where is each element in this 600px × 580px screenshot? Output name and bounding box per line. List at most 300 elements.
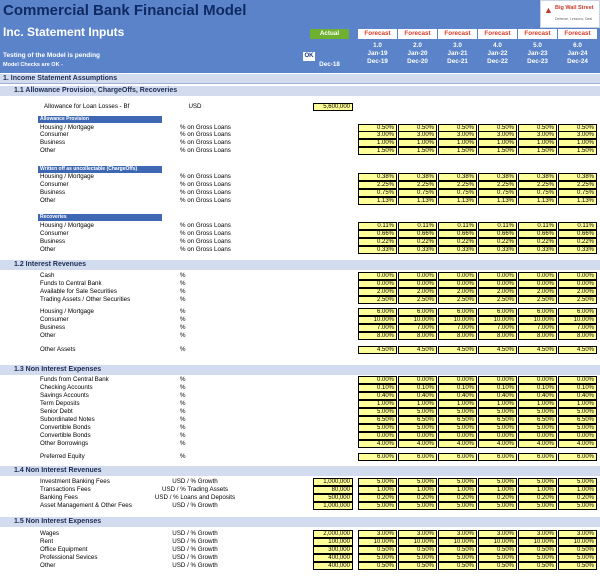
forecast-input-cell[interactable]: 6.00% xyxy=(518,308,557,316)
table-row xyxy=(0,478,600,486)
forecast-input-cell[interactable]: 5.00% xyxy=(518,554,557,562)
row-unit: % xyxy=(180,346,186,353)
forecast-input-cell[interactable]: 0.33% xyxy=(438,246,477,254)
forecast-input-cell[interactable]: 4.50% xyxy=(398,346,437,354)
forecast-input-cell[interactable]: 0.20% xyxy=(398,494,437,502)
row-unit: % xyxy=(180,416,186,423)
forecast-input-cell[interactable]: 0.40% xyxy=(518,392,557,400)
forecast-input-cell[interactable]: 1.50% xyxy=(478,147,517,155)
forecast-input-cell[interactable]: 1.00% xyxy=(438,139,477,147)
forecast-input-cell[interactable]: 7.00% xyxy=(358,324,397,332)
forecast-input-cell[interactable]: 10.00% xyxy=(438,538,477,546)
forecast-input-cell[interactable]: 10.00% xyxy=(398,538,437,546)
base-value-input[interactable]: 400,000 xyxy=(313,554,353,562)
table-row xyxy=(0,432,600,440)
forecast-input-cell[interactable]: 0.33% xyxy=(558,246,597,254)
forecast-input-cell[interactable]: 2.00% xyxy=(558,288,597,296)
forecast-input-cell[interactable]: 0.50% xyxy=(518,562,557,570)
forecast-input-cell[interactable]: 10.00% xyxy=(478,316,517,324)
forecast-input-cell[interactable]: 2.25% xyxy=(358,181,397,189)
table-row xyxy=(0,288,600,296)
forecast-input-cell[interactable]: 0.22% xyxy=(358,238,397,246)
forecast-input-cell[interactable]: 5.00% xyxy=(398,554,437,562)
forecast-input-cell[interactable]: 0.00% xyxy=(558,432,597,440)
forecast-input-cell[interactable]: 1.00% xyxy=(518,139,557,147)
row-unit: % xyxy=(180,384,186,391)
forecast-input-cell[interactable]: 0.11% xyxy=(438,222,477,230)
forecast-input-cell[interactable]: 8.00% xyxy=(398,332,437,340)
forecast-input-cell[interactable]: 0.50% xyxy=(398,562,437,570)
forecast-input-cell[interactable]: 0.22% xyxy=(558,238,597,246)
row-unit: % xyxy=(180,308,186,315)
forecast-input-cell[interactable]: 4.00% xyxy=(358,440,397,448)
forecast-input-cell[interactable]: 10.00% xyxy=(518,538,557,546)
forecast-input-cell[interactable]: 5.00% xyxy=(478,502,517,510)
row-label: Subordinated Notes xyxy=(40,416,95,423)
forecast-input-cell[interactable]: 0.00% xyxy=(358,272,397,280)
table-row xyxy=(0,222,600,230)
forecast-input-cell[interactable]: 5.00% xyxy=(398,502,437,510)
forecast-input-cell[interactable]: 4.50% xyxy=(518,346,557,354)
row-unit: % on Gross Loans xyxy=(180,139,231,146)
forecast-input-cell[interactable]: 1.00% xyxy=(398,139,437,147)
row-unit: USD / % Trading Assets xyxy=(161,486,229,493)
forecast-input-cell[interactable]: 6.00% xyxy=(478,308,517,316)
forecast-input-cell[interactable]: 0.38% xyxy=(518,173,557,181)
forecast-input-cell[interactable]: 1.13% xyxy=(398,197,437,205)
forecast-input-cell[interactable]: 0.10% xyxy=(438,384,477,392)
forecast-input-cell[interactable]: 0.50% xyxy=(478,562,517,570)
forecast-input-cell[interactable]: 3.00% xyxy=(518,131,557,139)
forecast-input-cell[interactable]: 6.50% xyxy=(478,416,517,424)
forecast-input-cell[interactable]: 3.00% xyxy=(358,131,397,139)
testing-status: Testing of the Model is pending xyxy=(3,52,101,59)
forecast-input-cell[interactable]: 5.00% xyxy=(518,478,557,486)
forecast-input-cell[interactable]: 1.50% xyxy=(518,147,557,155)
forecast-input-cell[interactable]: 0.11% xyxy=(518,222,557,230)
forecast-input-cell[interactable]: 0.00% xyxy=(358,376,397,384)
row-label: Savings Accounts xyxy=(40,392,89,399)
table-row xyxy=(0,324,600,332)
forecast-input-cell[interactable]: 5.00% xyxy=(398,478,437,486)
column-type: Forecast xyxy=(358,29,397,39)
forecast-input-cell[interactable]: 5.00% xyxy=(558,478,597,486)
forecast-input-cell[interactable]: 6.50% xyxy=(558,416,597,424)
forecast-input-cell[interactable]: 6.00% xyxy=(358,453,397,461)
forecast-input-cell[interactable]: 0.20% xyxy=(558,494,597,502)
forecast-input-cell[interactable]: 0.22% xyxy=(518,238,557,246)
forecast-input-cell[interactable]: 0.00% xyxy=(478,272,517,280)
forecast-input-cell[interactable]: 5.00% xyxy=(478,478,517,486)
row-label: Investment Banking Fees xyxy=(40,478,110,485)
row-label: Other xyxy=(40,197,56,204)
forecast-input-cell[interactable]: 5.00% xyxy=(358,554,397,562)
forecast-input-cell[interactable]: 8.00% xyxy=(358,332,397,340)
forecast-input-cell[interactable]: 10.00% xyxy=(558,538,597,546)
column-header-2 xyxy=(398,29,437,73)
forecast-input-cell[interactable]: 0.33% xyxy=(518,246,557,254)
forecast-input-cell[interactable]: 2.00% xyxy=(478,288,517,296)
forecast-input-cell[interactable]: 5.00% xyxy=(478,408,517,416)
forecast-input-cell[interactable]: 0.10% xyxy=(358,384,397,392)
forecast-input-cell[interactable]: 5.00% xyxy=(558,408,597,416)
forecast-input-cell[interactable]: 4.00% xyxy=(438,440,477,448)
base-value-input[interactable]: 1,000,000 xyxy=(313,502,353,510)
forecast-input-cell[interactable]: 2.25% xyxy=(438,181,477,189)
base-value-input[interactable]: 100,000 xyxy=(313,538,353,546)
row-label: Other xyxy=(40,332,56,339)
forecast-input-cell[interactable]: 1.13% xyxy=(558,197,597,205)
forecast-input-cell[interactable]: 1.00% xyxy=(558,400,597,408)
forecast-input-cell[interactable]: 5.00% xyxy=(558,554,597,562)
table-row xyxy=(0,246,600,254)
column-header-5 xyxy=(518,29,557,73)
forecast-input-cell[interactable]: 3.00% xyxy=(558,530,597,538)
forecast-input-cell[interactable]: 0.40% xyxy=(398,392,437,400)
tag-allowance-provision: Allowance Provision xyxy=(38,116,162,123)
forecast-input-cell[interactable]: 0.00% xyxy=(438,432,477,440)
forecast-input-cell[interactable]: 5.00% xyxy=(358,502,397,510)
forecast-input-cell[interactable]: 3.00% xyxy=(478,530,517,538)
forecast-input-cell[interactable]: 0.38% xyxy=(358,173,397,181)
forecast-input-cell[interactable]: 0.40% xyxy=(438,392,477,400)
forecast-input-cell[interactable]: 5.00% xyxy=(438,408,477,416)
forecast-input-cell[interactable]: 0.38% xyxy=(558,173,597,181)
forecast-input-cell[interactable]: 0.00% xyxy=(558,280,597,288)
forecast-input-cell[interactable]: 6.00% xyxy=(438,308,477,316)
forecast-input-cell[interactable]: 0.38% xyxy=(478,173,517,181)
row-label: Consumer xyxy=(40,316,69,323)
column-period-number: 2.0 xyxy=(413,42,422,49)
forecast-input-cell[interactable]: 6.50% xyxy=(358,416,397,424)
forecast-input-cell[interactable]: 0.75% xyxy=(398,189,437,197)
forecast-input-cell[interactable]: 0.20% xyxy=(478,494,517,502)
forecast-input-cell[interactable]: 0.22% xyxy=(478,238,517,246)
forecast-input-cell[interactable]: 0.75% xyxy=(438,189,477,197)
forecast-input-cell[interactable]: 0.50% xyxy=(438,124,477,132)
forecast-input-cell[interactable]: 0.50% xyxy=(438,546,477,554)
forecast-input-cell[interactable]: 3.00% xyxy=(358,530,397,538)
forecast-input-cell[interactable]: 8.00% xyxy=(438,332,477,340)
section-income-statement: 1. Income Statement Assumptions xyxy=(0,74,600,84)
forecast-input-cell[interactable]: 0.00% xyxy=(518,376,557,384)
forecast-input-cell[interactable]: 0.50% xyxy=(518,546,557,554)
forecast-input-cell[interactable]: 0.11% xyxy=(358,222,397,230)
forecast-input-cell[interactable]: 0.20% xyxy=(358,494,397,502)
forecast-input-cell[interactable]: 2.50% xyxy=(478,296,517,304)
forecast-input-cell[interactable]: 0.00% xyxy=(518,432,557,440)
forecast-input-cell[interactable]: 0.00% xyxy=(558,272,597,280)
forecast-input-cell[interactable]: 2.50% xyxy=(558,296,597,304)
forecast-input-cell[interactable]: 5.00% xyxy=(358,424,397,432)
forecast-input-cell[interactable]: 0.50% xyxy=(558,562,597,570)
forecast-input-cell[interactable]: 2.25% xyxy=(478,181,517,189)
forecast-input-cell[interactable]: 0.66% xyxy=(478,230,517,238)
tag-recoveries: Recoveries xyxy=(38,214,162,221)
row-unit: % on Gross Loans xyxy=(180,181,231,188)
forecast-input-cell[interactable]: 10.00% xyxy=(518,316,557,324)
forecast-input-cell[interactable]: 0.40% xyxy=(558,392,597,400)
forecast-input-cell[interactable]: 10.00% xyxy=(478,538,517,546)
forecast-input-cell[interactable]: 0.50% xyxy=(518,124,557,132)
forecast-input-cell[interactable]: 5.00% xyxy=(518,408,557,416)
forecast-input-cell[interactable]: 1.13% xyxy=(438,197,477,205)
forecast-input-cell[interactable]: 4.50% xyxy=(478,346,517,354)
forecast-input-cell[interactable]: 2.00% xyxy=(358,288,397,296)
forecast-input-cell[interactable]: 0.00% xyxy=(398,272,437,280)
forecast-input-cell[interactable]: 10.00% xyxy=(358,538,397,546)
base-value-input[interactable]: 2,000,000 xyxy=(313,530,353,538)
forecast-input-cell[interactable]: 5.00% xyxy=(438,424,477,432)
row-unit: % on Gross Loans xyxy=(180,131,231,138)
forecast-input-cell[interactable]: 1.00% xyxy=(558,486,597,494)
forecast-input-cell[interactable]: 2.25% xyxy=(518,181,557,189)
row-label: Rent xyxy=(40,538,54,545)
forecast-input-cell[interactable]: 1.00% xyxy=(398,486,437,494)
forecast-input-cell[interactable]: 6.00% xyxy=(558,308,597,316)
forecast-input-cell[interactable]: 0.00% xyxy=(398,376,437,384)
forecast-input-cell[interactable]: 0.10% xyxy=(518,384,557,392)
row-unit: % xyxy=(180,453,186,460)
forecast-input-cell[interactable]: 0.50% xyxy=(478,124,517,132)
forecast-input-cell[interactable]: 0.22% xyxy=(398,238,437,246)
forecast-input-cell[interactable]: 10.00% xyxy=(558,316,597,324)
section-non-interest-expenses: 1.3 Non Interest Expenses xyxy=(0,365,600,375)
forecast-input-cell[interactable]: 1.00% xyxy=(358,400,397,408)
forecast-input-cell[interactable]: 2.25% xyxy=(558,181,597,189)
forecast-input-cell[interactable]: 5.00% xyxy=(358,478,397,486)
forecast-input-cell[interactable]: 3.00% xyxy=(558,131,597,139)
base-value-input[interactable]: 300,000 xyxy=(313,546,353,554)
forecast-input-cell[interactable]: 0.66% xyxy=(518,230,557,238)
forecast-input-cell[interactable]: 5.00% xyxy=(558,424,597,432)
forecast-input-cell[interactable]: 1.00% xyxy=(358,486,397,494)
forecast-input-cell[interactable]: 7.00% xyxy=(398,324,437,332)
forecast-input-cell[interactable]: 6.00% xyxy=(558,453,597,461)
forecast-input-cell[interactable]: 6.50% xyxy=(438,416,477,424)
forecast-input-cell[interactable]: 0.11% xyxy=(558,222,597,230)
forecast-input-cell[interactable]: 5.00% xyxy=(438,502,477,510)
forecast-input-cell[interactable]: 3.00% xyxy=(518,530,557,538)
forecast-input-cell[interactable]: 2.50% xyxy=(438,296,477,304)
forecast-input-cell[interactable]: 1.00% xyxy=(478,400,517,408)
forecast-input-cell[interactable]: 6.00% xyxy=(518,453,557,461)
row-unit: USD / % Growth xyxy=(172,538,218,545)
base-value-input[interactable]: 400,000 xyxy=(313,562,353,570)
forecast-input-cell[interactable]: 0.50% xyxy=(478,546,517,554)
forecast-input-cell[interactable]: 1.00% xyxy=(358,139,397,147)
column-period-number xyxy=(310,42,349,50)
forecast-input-cell[interactable]: 4.00% xyxy=(558,440,597,448)
base-value-input[interactable]: 500,000 xyxy=(313,494,353,502)
forecast-input-cell[interactable]: 7.00% xyxy=(518,324,557,332)
forecast-input-cell[interactable]: 0.40% xyxy=(478,392,517,400)
forecast-input-cell[interactable]: 5.00% xyxy=(358,408,397,416)
forecast-input-cell[interactable]: 0.33% xyxy=(398,246,437,254)
forecast-input-cell[interactable]: 6.00% xyxy=(398,453,437,461)
forecast-input-cell[interactable]: 6.00% xyxy=(478,453,517,461)
forecast-input-cell[interactable]: 1.00% xyxy=(438,486,477,494)
row-unit: % xyxy=(180,392,186,399)
forecast-input-cell[interactable]: 0.50% xyxy=(558,124,597,132)
forecast-input-cell[interactable]: 0.40% xyxy=(358,392,397,400)
forecast-input-cell[interactable]: 0.50% xyxy=(358,546,397,554)
forecast-input-cell[interactable]: 4.50% xyxy=(438,346,477,354)
forecast-input-cell[interactable]: 0.50% xyxy=(438,562,477,570)
forecast-input-cell[interactable]: 2.50% xyxy=(398,296,437,304)
base-value-input[interactable]: 1,000,000 xyxy=(313,478,353,486)
forecast-input-cell[interactable]: 8.00% xyxy=(518,332,557,340)
forecast-input-cell[interactable]: 5.00% xyxy=(398,408,437,416)
forecast-input-cell[interactable]: 0.00% xyxy=(358,432,397,440)
row-unit: % on Gross Loans xyxy=(180,173,231,180)
forecast-input-cell[interactable]: 1.00% xyxy=(518,400,557,408)
forecast-input-cell[interactable]: 2.50% xyxy=(358,296,397,304)
base-value-input[interactable]: 80,000 xyxy=(313,486,353,494)
forecast-input-cell[interactable]: 1.50% xyxy=(558,147,597,155)
forecast-input-cell[interactable]: 8.00% xyxy=(558,332,597,340)
column-period-dates: Jan-21 Dec-21 xyxy=(447,50,468,65)
forecast-input-cell[interactable]: 1.13% xyxy=(478,197,517,205)
forecast-input-cell[interactable]: 5.00% xyxy=(478,424,517,432)
forecast-input-cell[interactable]: 3.00% xyxy=(398,131,437,139)
forecast-input-cell[interactable]: 0.00% xyxy=(438,376,477,384)
forecast-input-cell[interactable]: 6.00% xyxy=(358,308,397,316)
forecast-input-cell[interactable]: 0.66% xyxy=(438,230,477,238)
forecast-input-cell[interactable]: 0.50% xyxy=(358,124,397,132)
forecast-input-cell[interactable]: 6.00% xyxy=(398,308,437,316)
forecast-input-cell[interactable]: 0.50% xyxy=(558,546,597,554)
forecast-input-cell[interactable]: 10.00% xyxy=(358,316,397,324)
forecast-input-cell[interactable]: 4.00% xyxy=(478,440,517,448)
row-label: Cash xyxy=(40,272,55,279)
forecast-input-cell[interactable]: 0.66% xyxy=(558,230,597,238)
forecast-input-cell[interactable]: 0.00% xyxy=(478,376,517,384)
forecast-input-cell[interactable]: 0.11% xyxy=(478,222,517,230)
forecast-input-cell[interactable]: 5.00% xyxy=(438,554,477,562)
forecast-input-cell[interactable]: 8.00% xyxy=(478,332,517,340)
forecast-input-cell[interactable]: 1.00% xyxy=(478,139,517,147)
forecast-input-cell[interactable]: 5.00% xyxy=(518,424,557,432)
forecast-input-cell[interactable]: 6.00% xyxy=(438,453,477,461)
column-type: Forecast xyxy=(398,29,437,39)
forecast-input-cell[interactable]: 6.50% xyxy=(518,416,557,424)
row-unit: USD xyxy=(188,103,202,110)
forecast-input-cell[interactable]: 0.00% xyxy=(558,376,597,384)
row-label: Checking Accounts xyxy=(40,384,93,391)
table-row xyxy=(0,424,600,432)
forecast-input-cell[interactable]: 3.00% xyxy=(438,530,477,538)
forecast-input-cell[interactable]: 1.50% xyxy=(398,147,437,155)
forecast-input-cell[interactable]: 0.66% xyxy=(358,230,397,238)
forecast-input-cell[interactable]: 0.00% xyxy=(478,432,517,440)
row-unit: USD / % Growth xyxy=(172,530,218,537)
column-period-number: 3.0 xyxy=(453,42,462,49)
forecast-input-cell[interactable]: 5.00% xyxy=(558,502,597,510)
forecast-input-cell[interactable]: 7.00% xyxy=(438,324,477,332)
forecast-input-cell[interactable]: 0.00% xyxy=(438,272,477,280)
forecast-input-cell[interactable]: 5.00% xyxy=(478,554,517,562)
forecast-input-cell[interactable]: 0.20% xyxy=(438,494,477,502)
forecast-input-cell[interactable]: 10.00% xyxy=(438,316,477,324)
row-unit: USD / % Loans and Deposits xyxy=(154,494,236,501)
forecast-input-cell[interactable]: 0.33% xyxy=(358,246,397,254)
forecast-input-cell[interactable]: 0.00% xyxy=(398,432,437,440)
forecast-input-cell[interactable]: 1.00% xyxy=(518,486,557,494)
allowance-input[interactable]: 5,600,000 xyxy=(313,103,353,111)
forecast-input-cell[interactable]: 0.33% xyxy=(478,246,517,254)
forecast-input-cell[interactable]: 0.00% xyxy=(438,280,477,288)
forecast-input-cell[interactable]: 0.50% xyxy=(398,546,437,554)
forecast-input-cell[interactable]: 0.00% xyxy=(518,272,557,280)
forecast-input-cell[interactable]: 5.00% xyxy=(398,424,437,432)
forecast-input-cell[interactable]: 0.50% xyxy=(398,124,437,132)
forecast-input-cell[interactable]: 3.00% xyxy=(438,131,477,139)
forecast-input-cell[interactable]: 2.00% xyxy=(398,288,437,296)
forecast-input-cell[interactable]: 3.00% xyxy=(478,131,517,139)
forecast-input-cell[interactable]: 0.00% xyxy=(518,280,557,288)
forecast-input-cell[interactable]: 2.25% xyxy=(398,181,437,189)
row-unit: % on Gross Loans xyxy=(180,189,231,196)
forecast-input-cell[interactable]: 0.00% xyxy=(358,280,397,288)
forecast-input-cell[interactable]: 4.00% xyxy=(518,440,557,448)
forecast-input-cell[interactable]: 7.00% xyxy=(478,324,517,332)
forecast-input-cell[interactable]: 10.00% xyxy=(398,316,437,324)
forecast-input-cell[interactable]: 6.50% xyxy=(398,416,437,424)
forecast-input-cell[interactable]: 0.10% xyxy=(558,384,597,392)
forecast-input-cell[interactable]: 4.00% xyxy=(398,440,437,448)
forecast-input-cell[interactable]: 0.38% xyxy=(438,173,477,181)
row-label: Other xyxy=(40,246,56,253)
forecast-input-cell[interactable]: 0.75% xyxy=(518,189,557,197)
forecast-input-cell[interactable]: 1.13% xyxy=(518,197,557,205)
forecast-input-cell[interactable]: 4.50% xyxy=(558,346,597,354)
forecast-input-cell[interactable]: 1.00% xyxy=(398,400,437,408)
forecast-input-cell[interactable]: 0.75% xyxy=(558,189,597,197)
forecast-input-cell[interactable]: 1.50% xyxy=(438,147,477,155)
forecast-input-cell[interactable]: 0.22% xyxy=(438,238,477,246)
forecast-input-cell[interactable]: 0.75% xyxy=(478,189,517,197)
forecast-input-cell[interactable]: 1.00% xyxy=(478,486,517,494)
forecast-input-cell[interactable]: 0.20% xyxy=(518,494,557,502)
forecast-input-cell[interactable]: 0.10% xyxy=(478,384,517,392)
table-row xyxy=(0,392,600,400)
forecast-input-cell[interactable]: 0.66% xyxy=(398,230,437,238)
forecast-input-cell[interactable]: 0.00% xyxy=(478,280,517,288)
forecast-input-cell[interactable]: 2.00% xyxy=(518,288,557,296)
forecast-input-cell[interactable]: 2.00% xyxy=(438,288,477,296)
forecast-input-cell[interactable]: 0.10% xyxy=(398,384,437,392)
forecast-input-cell[interactable]: 1.50% xyxy=(358,147,397,155)
forecast-input-cell[interactable]: 1.00% xyxy=(558,139,597,147)
forecast-input-cell[interactable]: 0.00% xyxy=(398,280,437,288)
logo xyxy=(540,0,600,28)
forecast-input-cell[interactable]: 0.50% xyxy=(358,562,397,570)
forecast-input-cell[interactable]: 5.00% xyxy=(518,502,557,510)
forecast-input-cell[interactable]: 7.00% xyxy=(558,324,597,332)
forecast-input-cell[interactable]: 5.00% xyxy=(438,478,477,486)
forecast-input-cell[interactable]: 2.50% xyxy=(518,296,557,304)
forecast-input-cell[interactable]: 4.50% xyxy=(358,346,397,354)
forecast-input-cell[interactable]: 0.38% xyxy=(398,173,437,181)
forecast-input-cell[interactable]: 1.13% xyxy=(358,197,397,205)
forecast-input-cell[interactable]: 3.00% xyxy=(398,530,437,538)
forecast-input-cell[interactable]: 1.00% xyxy=(438,400,477,408)
column-type: Forecast xyxy=(438,29,477,39)
forecast-input-cell[interactable]: 0.75% xyxy=(358,189,397,197)
table-row xyxy=(0,189,600,197)
forecast-input-cell[interactable]: 0.11% xyxy=(398,222,437,230)
